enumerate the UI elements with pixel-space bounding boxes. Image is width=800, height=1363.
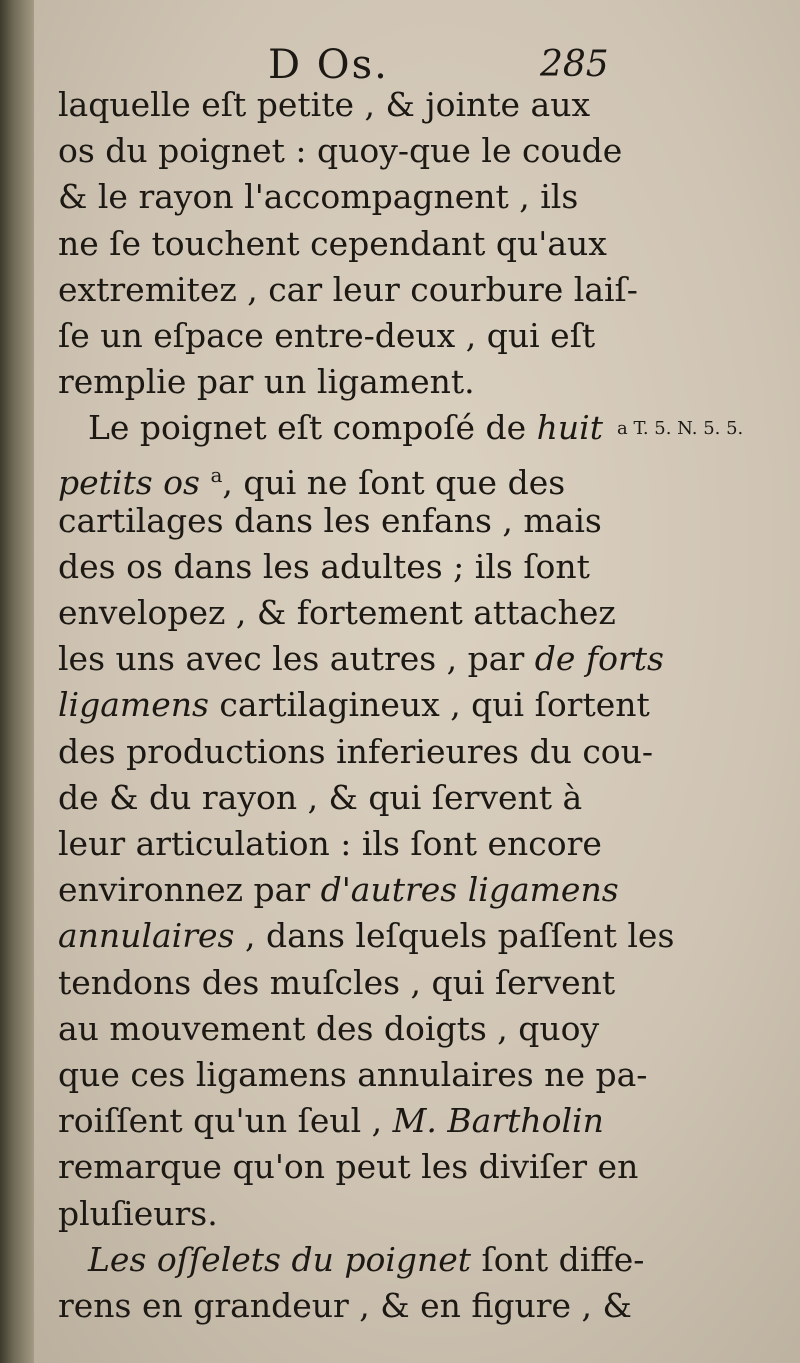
text-segment: laquelle eſt petite , & jointe aux <box>58 85 591 124</box>
text-segment: des os dans les adultes ; ils ſont <box>58 546 590 586</box>
text-line <box>58 313 618 359</box>
text-segment: ſont diffe- <box>471 1239 645 1279</box>
text-segment: de & du rayon , & qui ſervent à <box>58 777 583 817</box>
text-line <box>58 636 664 682</box>
text-line <box>58 128 623 174</box>
text-line <box>58 913 675 959</box>
text-segment: , qui ne ſont que des <box>222 462 566 502</box>
text-segment: huit <box>536 408 603 448</box>
text-segment: M. Bartholin <box>392 1101 604 1141</box>
margin-note: a T. 5. N. 5. 5. <box>617 418 744 439</box>
text-line <box>58 1237 645 1283</box>
text-segment: que ces ligamens annulaires ne pa- <box>58 1054 648 1094</box>
text-segment: d'autres ligamens <box>320 870 619 910</box>
text-segment: envelopez , & fortement attachez <box>58 593 616 633</box>
text-segment: cartilagineux , qui ſortent <box>208 685 650 725</box>
text-line <box>58 1144 639 1190</box>
text-segment: pluſieurs. <box>58 1193 218 1233</box>
text-line <box>58 682 650 728</box>
text-segment: annulaires <box>58 916 235 956</box>
text-segment: cartilages dans les enfans , mais <box>58 500 602 540</box>
text-line <box>58 221 618 267</box>
text-line <box>58 405 618 451</box>
text-line <box>58 1283 632 1329</box>
text-segment: des productions inferieures du cou- <box>58 731 654 771</box>
text-segment: environnez par <box>58 870 321 910</box>
text-segment: Les oſſelets du poignet <box>88 1239 472 1279</box>
text-segment: remplie par un ligament. <box>58 362 475 402</box>
page-number: 285 <box>540 44 609 85</box>
text-line <box>58 498 618 544</box>
text-line <box>58 1191 618 1237</box>
text-segment: de forts <box>534 639 664 679</box>
text-segment: & le rayon l'accompagnent , ils <box>58 177 579 217</box>
text-segment: extremitez , car leur courbure laiſ- <box>58 269 638 309</box>
text-line <box>58 867 618 913</box>
footnote-marker: a <box>210 462 223 487</box>
text-segment: ne ſe touchent cependant qu'aux <box>58 223 607 263</box>
text-segment: roiſſent qu'un ſeul , <box>58 1101 393 1141</box>
text-line <box>58 1006 618 1052</box>
text-segment: les uns avec les autres , par <box>58 639 535 679</box>
text-segment <box>200 463 211 502</box>
text-line <box>58 174 618 220</box>
text-segment: petits os <box>58 462 200 502</box>
text-segment: Le poignet eſt compoſé de <box>88 408 537 448</box>
body-text <box>58 82 675 1329</box>
text-line <box>58 267 638 313</box>
text-line <box>58 590 618 636</box>
text-line <box>58 775 618 821</box>
text-segment: au mouvement des doigts , quoy <box>58 1008 600 1048</box>
text-segment: ligamens <box>58 685 209 725</box>
text-line <box>58 359 618 405</box>
text-line <box>58 821 618 867</box>
text-segment: , dans leſquels paſſent les <box>234 916 675 956</box>
text-segment: remarque qu'on peut les diviſer en <box>58 1147 639 1187</box>
text-segment: tendons des muſcles , qui ſervent <box>58 962 616 1002</box>
text-line <box>58 729 654 775</box>
text-segment: leur articulation : ils ſont encore <box>58 824 602 863</box>
text-segment: os du poignet : quoy-que le coude <box>58 131 623 171</box>
text-segment: ſe un eſpace entre-deux , qui eſt <box>58 315 596 355</box>
text-line <box>58 544 618 590</box>
binding-gutter <box>0 0 34 1363</box>
running-title: D Os. <box>268 42 389 88</box>
text-line <box>58 1052 648 1098</box>
text-line <box>58 960 618 1006</box>
text-line <box>58 82 618 128</box>
text-line <box>58 1098 618 1144</box>
text-segment: rens en grandeur , & en figure , & <box>58 1285 632 1325</box>
text-line <box>58 452 618 502</box>
